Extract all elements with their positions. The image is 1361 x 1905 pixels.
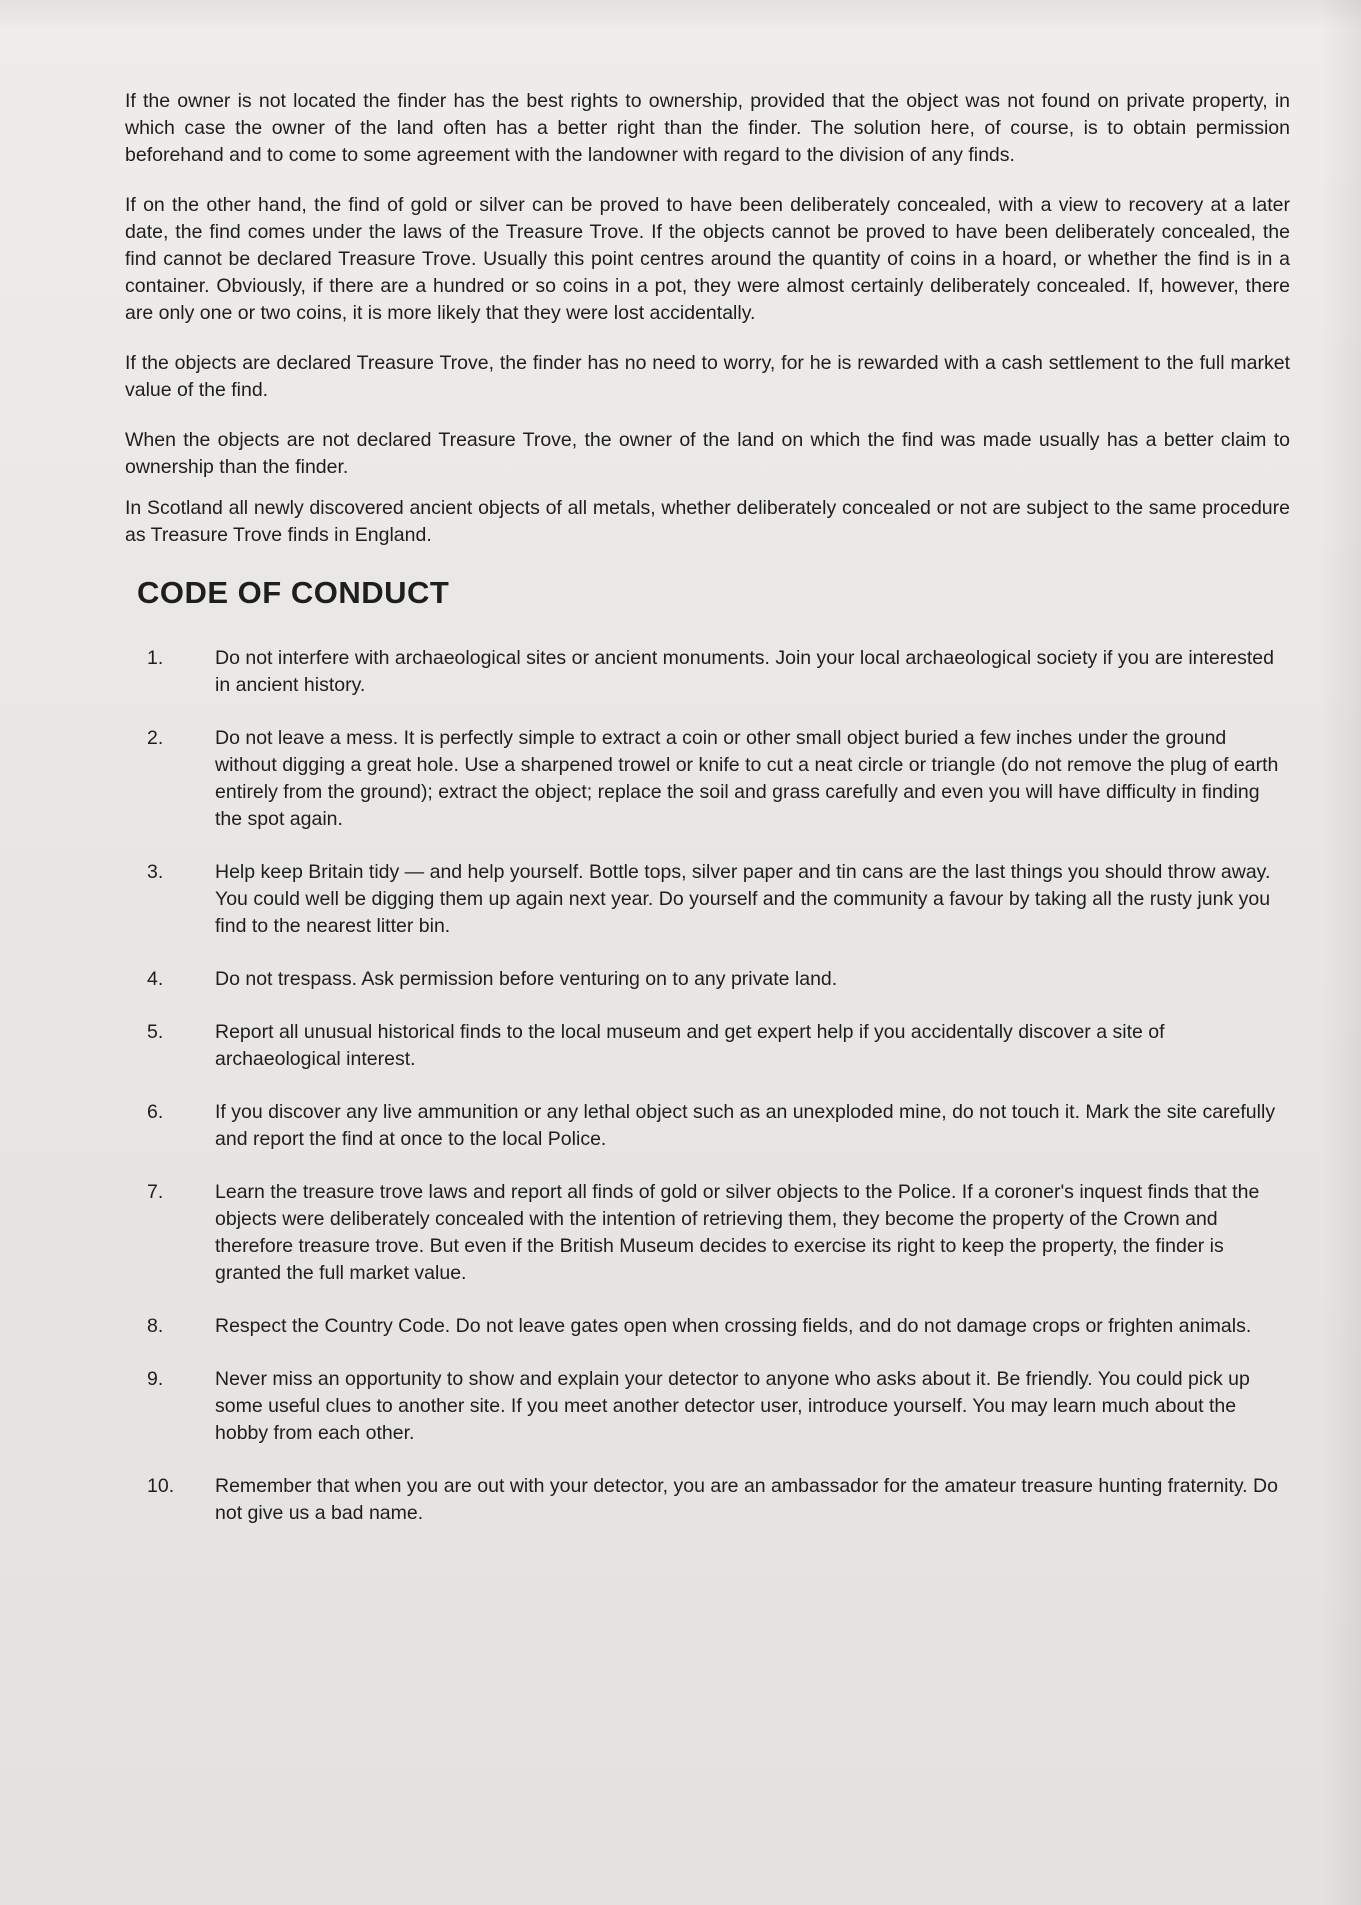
code-item-text: Learn the treasure trove laws and report all finds of gold or silver objects to the Police. If a coroner's inquest finds that the objects were deliberately concealed with the intention of retrieving them, they become the property of the Crown and therefore treasure trove. But even if the British Museum decides to exercise its right to keep the property, the finder is granted the full market value. — [215, 1181, 1260, 1284]
code-item — [125, 1179, 1290, 1287]
code-item-text: Do not interfere with archaeological sites or ancient monuments. Join your local archaeological society if you are interested in ancient history. — [215, 647, 1274, 696]
page-edge-shadow-top — [0, 0, 1361, 30]
code-item — [125, 966, 1290, 993]
page-content — [125, 88, 1290, 1553]
page-edge-shadow-right — [1321, 0, 1361, 1905]
code-item-text: Remember that when you are out with your detector, you are an ambassador for the amateur treasure hunting fraternity. Do not give us a bad name. — [215, 1475, 1278, 1524]
code-item-number: 3. — [147, 861, 164, 883]
code-item-text: Never miss an opportunity to show and explain your detector to anyone who asks about it. Be friendly. You could pick up some useful clues to another site. If you meet another detector user, introduce yourself. You may learn much about the hobby from each other. — [215, 1368, 1250, 1444]
paragraph-scotland: In Scotland all newly discovered ancient objects of all metals, whether deliberately concealed or not are subject to the same procedure as Treasure Trove finds in England. — [125, 497, 1290, 546]
code-item-number: 7. — [147, 1181, 164, 1203]
code-item-number: 9. — [147, 1368, 164, 1390]
code-item-number: 1. — [147, 647, 164, 669]
code-item-number: 6. — [147, 1101, 164, 1123]
code-item-text: Report all unusual historical finds to the local museum and get expert help if you accidentally discover a site of archaeological interest. — [215, 1021, 1165, 1070]
code-item-number: 4. — [147, 968, 164, 990]
code-item — [125, 1019, 1290, 1073]
code-item — [125, 1099, 1290, 1153]
code-item — [125, 1313, 1290, 1340]
code-item-text: Help keep Britain tidy — and help yourself. Bottle tops, silver paper and tin cans are the last things you should throw away. You could well be digging them up again next year. Do yourself and the community a favour by taking all the rusty junk you find to the nearest litter bin. — [215, 861, 1271, 937]
code-item-text: Do not trespass. Ask permission before venturing on to any private land. — [215, 968, 838, 990]
code-list — [125, 645, 1290, 1527]
code-item-text: Do not leave a mess. It is perfectly simple to extract a coin or other small object buried a few inches under the ground without digging a great hole. Use a sharpened trowel or knife to cut a neat circle or triangle (do not remove the plug of earth entirely from the ground); extract the object; replace the soil and grass carefully and even you will have difficulty in finding the spot again. — [215, 727, 1279, 830]
code-item-text: If you discover any live ammunition or any lethal object such as an unexploded mine, do not touch it. Mark the site carefully and report the find at once to the local Police. — [215, 1101, 1276, 1150]
code-item-number: 2. — [147, 727, 164, 749]
code-item — [125, 725, 1290, 833]
code-item — [125, 1366, 1290, 1447]
code-item — [125, 859, 1290, 940]
paragraph-treasure-trove-concealment: If on the other hand, the find of gold or silver can be proved to have been deliberately concealed, with a view to recovery at a later date, the find comes under the laws of the Treasure Trove. If the objects cannot be proved to have been deliberately concealed, the find cannot be declared Treasure Trove. Usually this point centres around the quantity of coins in a hoard, or whether the find is in a container. Obviously, if there are a hundred or so coins in a pot, they were almost certainly deliberately concealed. If, however, there are only one or two coins, it is more likely that they were lost accidentally. — [125, 194, 1290, 324]
code-item-number: 5. — [147, 1021, 164, 1043]
section-heading: CODE OF CONDUCT — [137, 575, 450, 610]
paragraph-owner-rights: If the owner is not located the finder has the best rights to ownership, provided that the object was not found on private property, in which case the owner of the land often has a better right than the finder. The solution here, of course, is to obtain permission beforehand and to come to some agreement with the landowner with regard to the division of any finds. — [125, 90, 1290, 166]
code-item — [125, 1473, 1290, 1527]
code-item-number: 8. — [147, 1315, 164, 1337]
paragraph-not-declared: When the objects are not declared Treasure Trove, the owner of the land on which the find was made usually has a better claim to ownership than the finder. — [125, 429, 1290, 478]
code-item — [125, 645, 1290, 699]
code-item-text: Respect the Country Code. Do not leave gates open when crossing fields, and do not damage crops or frighten animals. — [215, 1315, 1252, 1337]
paragraph-declared-treasure-trove: If the objects are declared Treasure Trove, the finder has no need to worry, for he is rewarded with a cash settlement to the full market value of the find. — [125, 352, 1290, 401]
code-item-number: 10. — [147, 1475, 175, 1497]
